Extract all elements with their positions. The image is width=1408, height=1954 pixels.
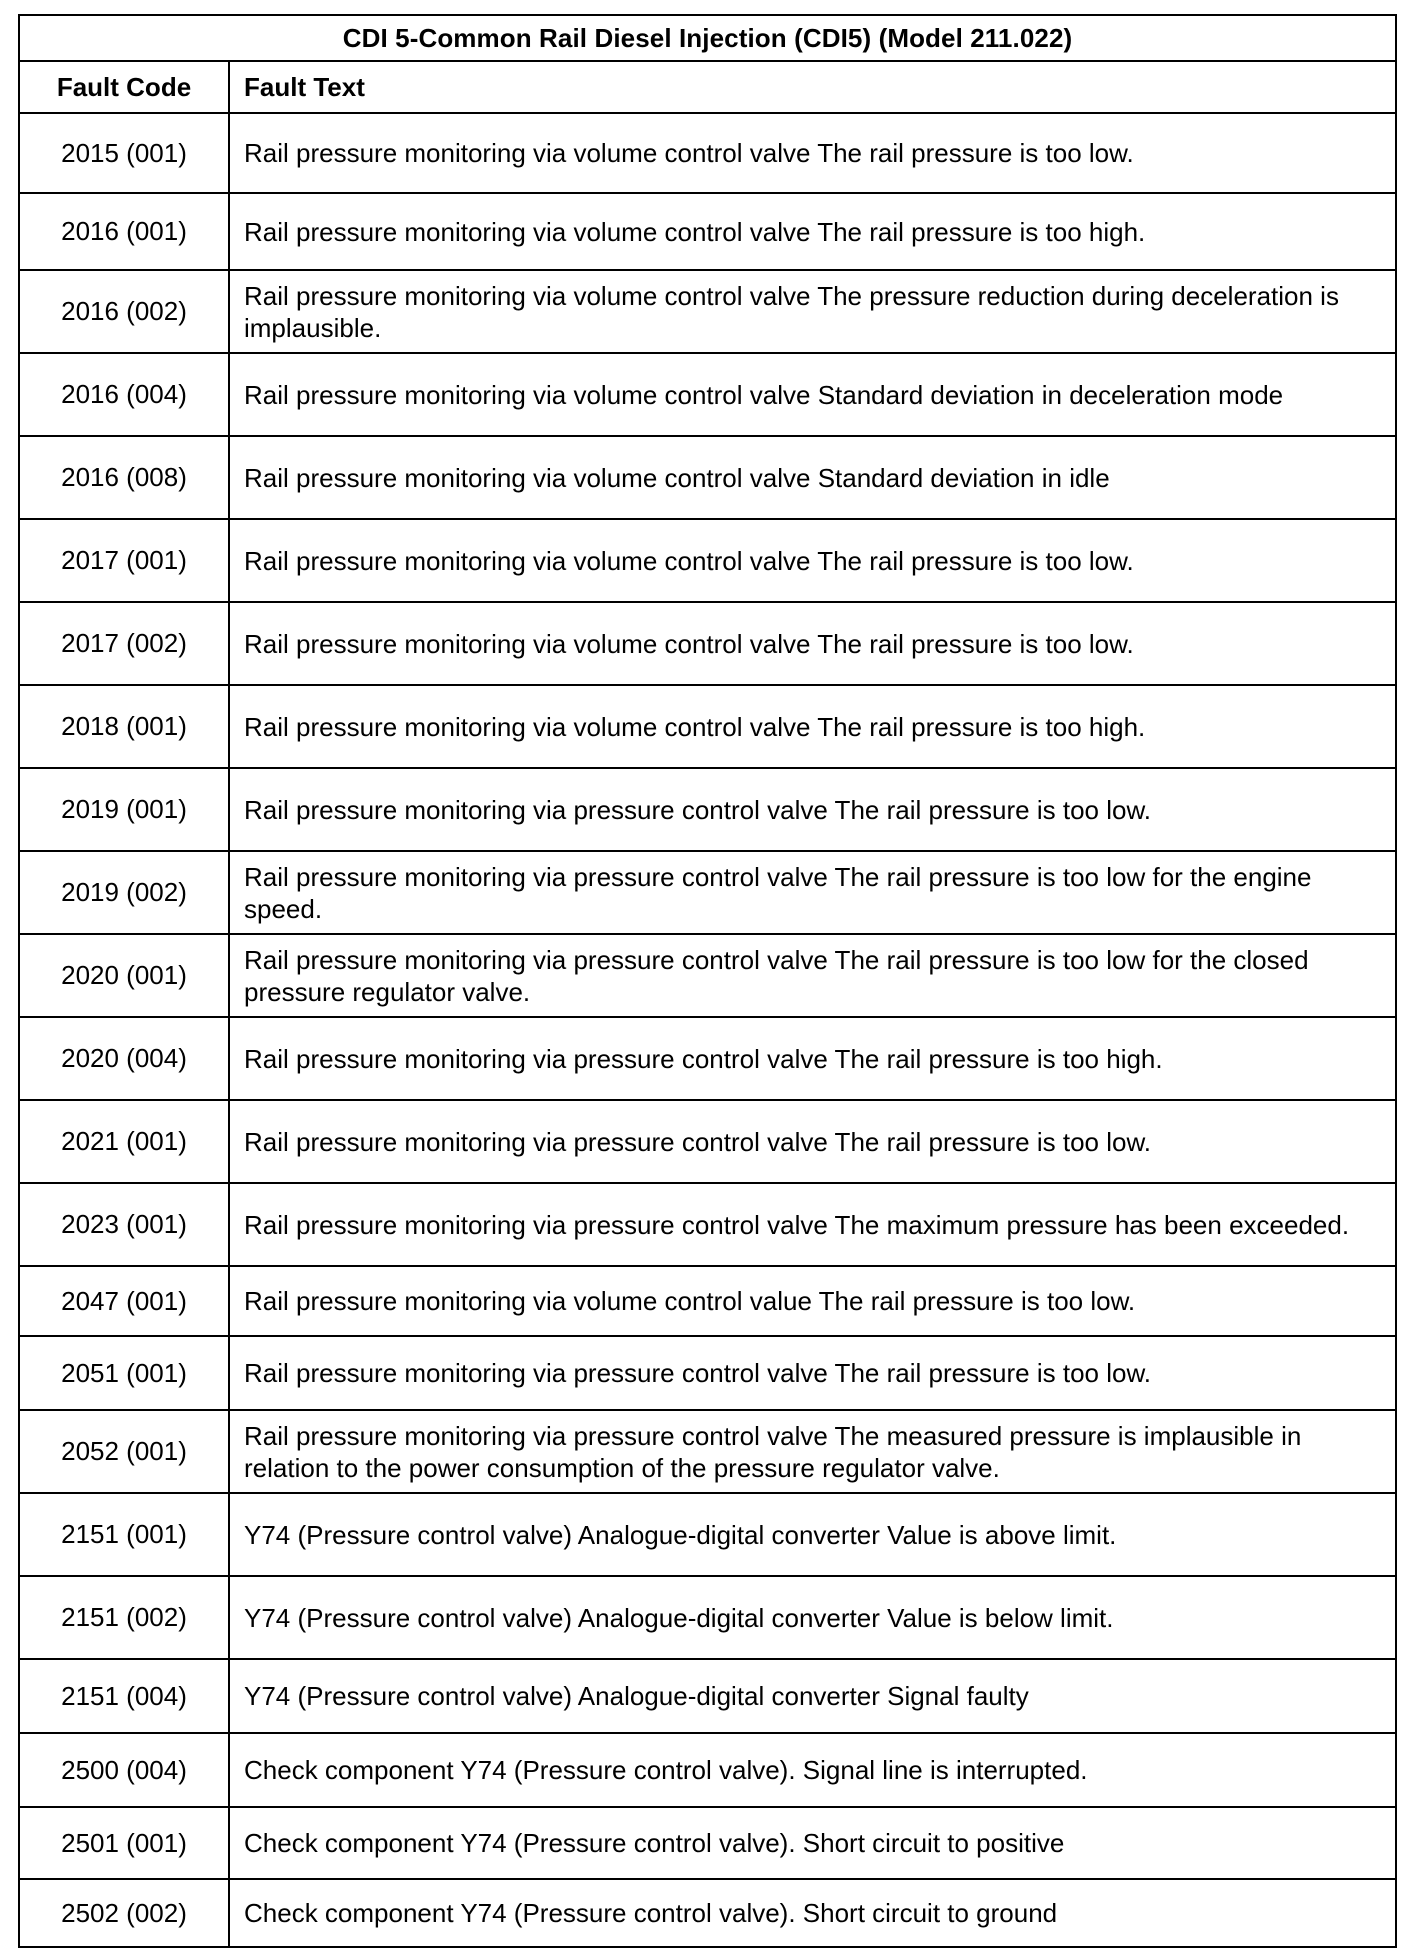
fault-code-cell: 2019 (001) <box>19 768 229 851</box>
table-row <box>19 1576 1396 1659</box>
fault-text-cell: Rail pressure monitoring via volume control valve The rail pressure is too low. <box>229 519 1396 602</box>
table-row <box>19 1183 1396 1266</box>
fault-code-cell: 2500 (004) <box>19 1733 229 1807</box>
table-row <box>19 1879 1396 1947</box>
fault-code-cell: 2016 (001) <box>19 193 229 270</box>
table-row <box>19 685 1396 768</box>
fault-text-cell: Rail pressure monitoring via volume control valve The rail pressure is too low. <box>229 602 1396 685</box>
fault-code-cell: 2017 (002) <box>19 602 229 685</box>
fault-text-cell: Rail pressure monitoring via pressure control valve The rail pressure is too low. <box>229 768 1396 851</box>
column-header-fault-code: Fault Code <box>19 61 229 113</box>
table-title: CDI 5-Common Rail Diesel Injection (CDI5) (Model 211.022) <box>19 15 1396 61</box>
fault-code-cell: 2020 (001) <box>19 934 229 1017</box>
fault-text-cell: Rail pressure monitoring via pressure control valve The rail pressure is too low. <box>229 1100 1396 1183</box>
table-row <box>19 113 1396 193</box>
fault-text-cell: Rail pressure monitoring via pressure control valve The rail pressure is too low. <box>229 1336 1396 1410</box>
table-row <box>19 934 1396 1017</box>
table-row <box>19 768 1396 851</box>
fault-text-cell: Rail pressure monitoring via pressure control valve The rail pressure is too high. <box>229 1017 1396 1100</box>
fault-code-cell: 2151 (002) <box>19 1576 229 1659</box>
table-row <box>19 1733 1396 1807</box>
fault-text-cell: Rail pressure monitoring via pressure control valve The rail pressure is too low for the engine speed. <box>229 851 1396 934</box>
fault-code-cell: 2017 (001) <box>19 519 229 602</box>
fault-code-cell: 2047 (001) <box>19 1266 229 1336</box>
table-row <box>19 1336 1396 1410</box>
fault-code-cell: 2151 (004) <box>19 1659 229 1733</box>
fault-text-cell: Rail pressure monitoring via volume control valve The rail pressure is too high. <box>229 685 1396 768</box>
fault-text-cell: Rail pressure monitoring via pressure control valve The rail pressure is too low for the closed pressure regulator valve. <box>229 934 1396 1017</box>
fault-text-cell: Rail pressure monitoring via pressure control valve The maximum pressure has been exceeded. <box>229 1183 1396 1266</box>
fault-code-cell: 2051 (001) <box>19 1336 229 1410</box>
table-header-row <box>19 61 1396 113</box>
fault-code-table <box>18 14 1397 1948</box>
table-row <box>19 353 1396 436</box>
fault-code-cell: 2502 (002) <box>19 1879 229 1947</box>
fault-code-cell: 2151 (001) <box>19 1493 229 1576</box>
table-row <box>19 270 1396 353</box>
fault-text-cell: Check component Y74 (Pressure control valve). Short circuit to positive <box>229 1807 1396 1879</box>
fault-code-cell: 2016 (002) <box>19 270 229 353</box>
fault-code-cell: 2016 (008) <box>19 436 229 519</box>
column-header-fault-text: Fault Text <box>229 61 1396 113</box>
fault-text-cell: Rail pressure monitoring via pressure control valve The measured pressure is implausible in relation to the power consumption of the pressure regulator valve. <box>229 1410 1396 1493</box>
fault-text-cell: Rail pressure monitoring via volume control valve Standard deviation in idle <box>229 436 1396 519</box>
fault-text-cell: Y74 (Pressure control valve) Analogue-digital converter Value is above limit. <box>229 1493 1396 1576</box>
fault-code-cell: 2020 (004) <box>19 1017 229 1100</box>
fault-text-cell: Y74 (Pressure control valve) Analogue-digital converter Value is below limit. <box>229 1576 1396 1659</box>
table-row <box>19 1659 1396 1733</box>
fault-code-cell: 2021 (001) <box>19 1100 229 1183</box>
fault-text-cell: Rail pressure monitoring via volume control valve The rail pressure is too low. <box>229 113 1396 193</box>
fault-code-cell: 2023 (001) <box>19 1183 229 1266</box>
table-row <box>19 1017 1396 1100</box>
table-row <box>19 851 1396 934</box>
fault-code-cell: 2501 (001) <box>19 1807 229 1879</box>
table-row <box>19 602 1396 685</box>
table-title-row <box>19 15 1396 61</box>
table-row <box>19 519 1396 602</box>
fault-text-cell: Rail pressure monitoring via volume control valve Standard deviation in deceleration mode <box>229 353 1396 436</box>
fault-code-cell: 2018 (001) <box>19 685 229 768</box>
fault-code-cell: 2052 (001) <box>19 1410 229 1493</box>
table-row <box>19 436 1396 519</box>
fault-text-cell: Rail pressure monitoring via volume control value The rail pressure is too low. <box>229 1266 1396 1336</box>
table-row <box>19 1410 1396 1493</box>
table-row <box>19 1266 1396 1336</box>
fault-text-cell: Rail pressure monitoring via volume control valve The rail pressure is too high. <box>229 193 1396 270</box>
fault-text-cell: Y74 (Pressure control valve) Analogue-digital converter Signal faulty <box>229 1659 1396 1733</box>
table-row <box>19 193 1396 270</box>
fault-code-cell: 2016 (004) <box>19 353 229 436</box>
fault-text-cell: Check component Y74 (Pressure control valve). Short circuit to ground <box>229 1879 1396 1947</box>
fault-code-cell: 2019 (002) <box>19 851 229 934</box>
table-row <box>19 1807 1396 1879</box>
fault-code-cell: 2015 (001) <box>19 113 229 193</box>
fault-text-cell: Rail pressure monitoring via volume control valve The pressure reduction during deceleration is implausible. <box>229 270 1396 353</box>
table-row <box>19 1493 1396 1576</box>
fault-text-cell: Check component Y74 (Pressure control valve). Signal line is interrupted. <box>229 1733 1396 1807</box>
table-row <box>19 1100 1396 1183</box>
